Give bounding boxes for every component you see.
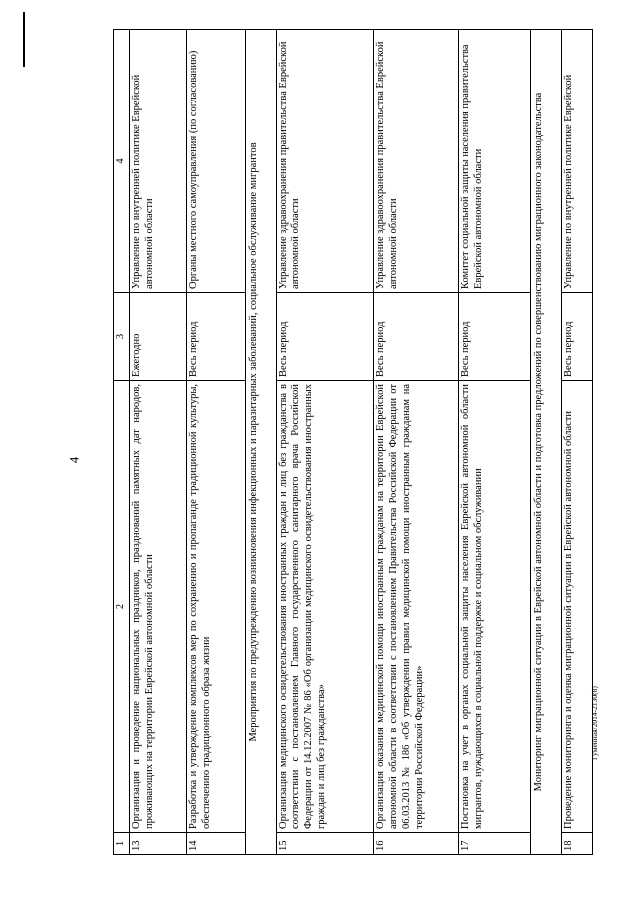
section-row [245,30,276,855]
responsible-cell: Управление здравоохранения правительства Еврейской автономной области [374,30,459,293]
row-number: 14 [186,833,245,855]
table-row [458,30,530,855]
period-cell: Весь период [374,293,459,381]
responsible-cell: Управление здравоохранения правительства Еврейской автономной области [276,30,374,293]
measure-text: Организация оказания медицинской помощи иностранным гражданам на территории Еврейской автономной области в соответствии с постановлением Правительства Российской Федерации от 06.03.2013 № 186 «Об утверждении правил медицинской помощи иностранным гражданам на территории Российской Федерации» [374,381,459,833]
row-number: 13 [130,833,187,855]
period-cell: Весь период [186,293,245,381]
measure-text: Постановка на учет в органах социальной защиты населения Еврейской автономной области мигрантов, нуждающихся в социальной поддержке и социальном обслуживании [458,381,530,833]
table-row [374,30,459,855]
header-row [114,30,130,855]
table-row [276,30,374,855]
table-row [562,30,593,855]
measure-text: Разработка и утверждение комплексов мер по сохранению и пропаганде традиционной культуры, обеспечению традиционного образа жизни [186,381,245,833]
table-row [186,30,245,855]
responsible-cell: Органы местного самоуправления (по согласованию) [186,30,245,293]
footer-code: Гуменная/2014-2130(8) [590,686,599,760]
page-number: 4 [66,456,82,464]
row-number: 16 [374,833,459,855]
period-cell: Весь период [276,293,374,381]
row-number: 17 [458,833,530,855]
header-cell: 3 [114,293,130,381]
margin-rule [23,12,25,67]
header-cell: 4 [114,30,130,293]
section-row [531,30,562,855]
period-cell: Ежегодно [130,293,187,381]
rotated-page [113,30,593,855]
measure-text: Организация медицинского освидетельствования иностранных граждан и лиц без гражданства в соответствии с постановлением Главного государственного санитарного врача Российской Федерации от 14.12.2007 № 86 «Об организации медицинского освидетельствования иностранных граждан и лиц без гражданства» [276,381,374,833]
table-row [130,30,187,855]
measure-text: Проведение мониторинга и оценка миграционной ситуации в Еврейской автономной области [562,381,593,833]
row-number: 15 [276,833,374,855]
responsible-cell: Управление по внутренней политике Еврейской [562,30,593,293]
period-cell: Весь период [562,293,593,381]
responsible-cell: Управление по внутренней политике Еврейской автономной области [130,30,187,293]
period-cell: Весь период [458,293,530,381]
responsible-cell: Комитет социальной защиты населения правительства Еврейской автономной области [458,30,530,293]
section-heading: Мероприятия по предупреждению возникновения инфекционных и паразитарных заболеваний, социальное обслуживание мигрантов [245,30,276,855]
section-heading: Мониторинг миграционной ситуации в Еврейской автономной области и подготовка предложений по совершенствованию миграционного законодательства [531,30,562,855]
header-cell: 2 [114,381,130,833]
measures-table [113,29,593,855]
header-cell: 1 [114,833,130,855]
measure-text: Организация и проведение национальных праздников, празднований памятных дат народов, проживающих на территории Еврейской автономной области [130,381,187,833]
row-number: 18 [562,833,593,855]
